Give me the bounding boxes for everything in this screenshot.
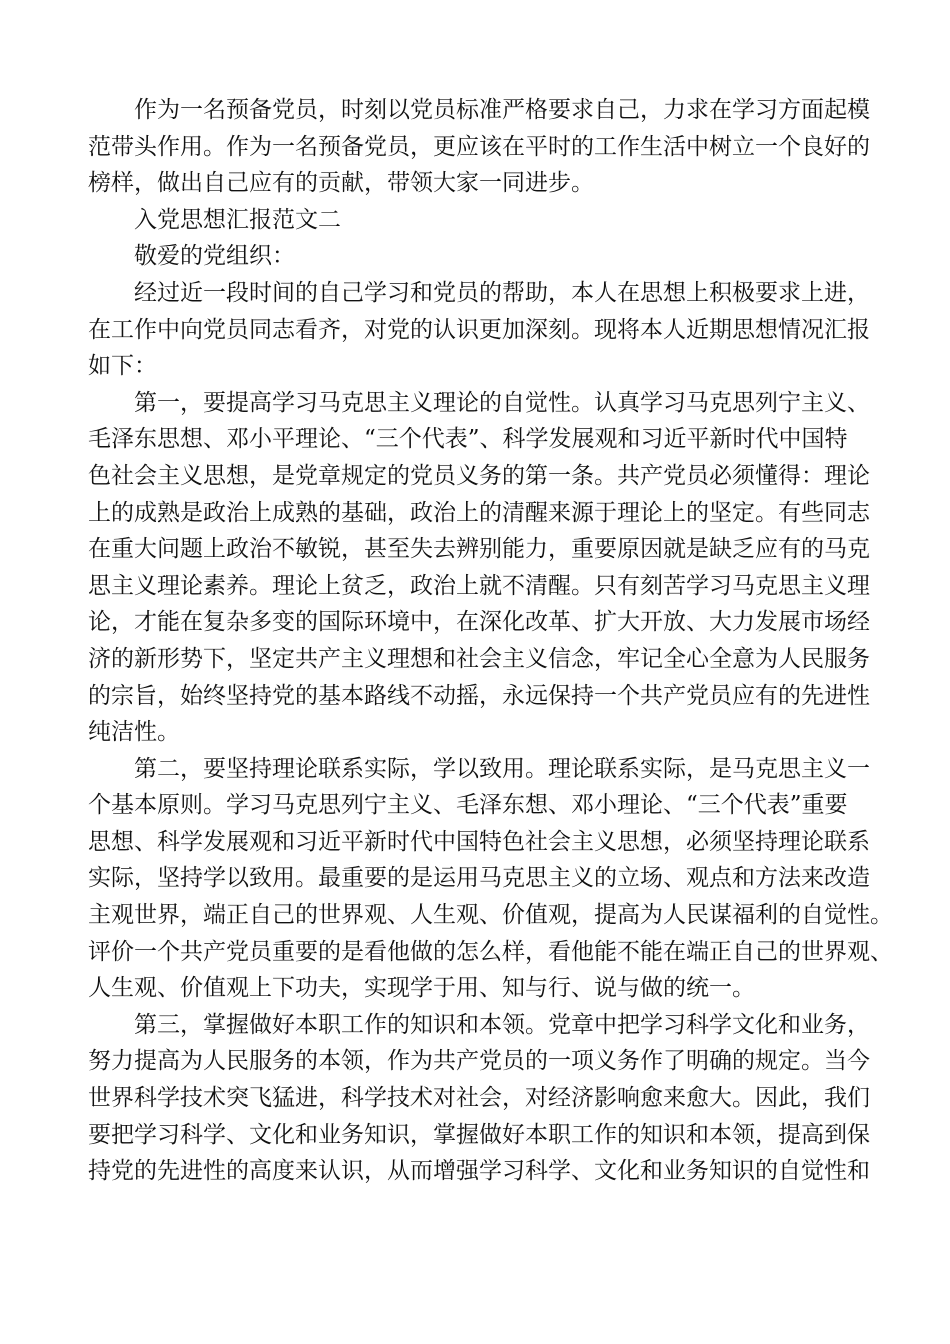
section-title: 入党思想汇报范文二	[134, 206, 341, 233]
text-line: 如下：	[88, 353, 157, 380]
text-line: 经过近一段时间的自己学习和党员的帮助，本人在思想上积极要求上进，	[134, 279, 870, 306]
text-line: 评价一个共产党员重要的是看他做的怎么样，看他能不能在端正自己的世界观、	[88, 938, 893, 965]
text-line: 持党的先进性的高度来认识，从而增强学习科学、文化和业务知识的自觉性和	[88, 1158, 870, 1185]
text-line: 的宗旨，始终坚持党的基本路线不动摇，永远保持一个共产党员应有的先进性	[88, 682, 870, 709]
text-line: 主观世界，端正自己的世界观、人生观、价值观，提高为人民谋福利的自觉性。	[88, 902, 893, 929]
text-line: 范带头作用。作为一名预备党员，更应该在平时的工作生活中树立一个良好的	[88, 133, 870, 160]
text-line: 在重大问题上政治不敏锐，甚至失去辨别能力，重要原因就是缺乏应有的马克	[88, 536, 870, 563]
text-line: 第二，要坚持理论联系实际，学以致用。理论联系实际，是马克思主义一	[134, 755, 870, 782]
text-line: 第一，要提高学习马克思主义理论的自觉性。认真学习马克思列宁主义、	[134, 389, 870, 416]
text-line: 实际，坚持学以致用。最重要的是运用马克思主义的立场、观点和方法来改造	[88, 865, 870, 892]
text-line: 色社会主义思想，是党章规定的党员义务的第一条。共产党员必须懂得：理论	[88, 462, 870, 489]
text-line: 在工作中向党员同志看齐，对党的认识更加深刻。现将本人近期思想情况汇报	[88, 316, 870, 343]
text-line: 榜样，做出自己应有的贡献，带领大家一同进步。	[88, 170, 594, 197]
text-line: 济的新形势下，坚定共产主义理想和社会主义信念，牢记全心全意为人民服务	[88, 645, 870, 672]
text-line: 个基本原则。学习马克思列宁主义、毛泽东想、邓小理论、“三个代表”重要	[88, 792, 848, 819]
text-line: 思主义理论素养。理论上贫乏，政治上就不清醒。只有刻苦学习马克思主义理	[88, 572, 870, 599]
text-line: 上的成熟是政治上成熟的基础，政治上的清醒来源于理论上的坚定。有些同志	[88, 499, 870, 526]
text-line: 要把学习科学、文化和业务知识，掌握做好本职工作的知识和本领，提高到保	[88, 1121, 870, 1148]
text-line: 第三，掌握做好本职工作的知识和本领。党章中把学习科学文化和业务，	[134, 1011, 870, 1038]
document-body	[88, 92, 893, 1190]
text-line: 思想、科学发展观和习近平新时代中国特色社会主义思想，必须坚持理论联系	[88, 828, 870, 855]
text-line: 毛泽东思想、邓小平理论、“三个代表”、科学发展观和习近平新时代中国特	[88, 426, 848, 453]
text-line: 论，才能在复杂多变的国际环境中，在深化改革、扩大开放、大力发展市场经	[88, 609, 870, 636]
text-line: 努力提高为人民服务的本领，作为共产党员的一项义务作了明确的规定。当今	[88, 1048, 870, 1075]
text-line: 纯洁性。	[88, 719, 180, 746]
text-line: 世界科学技术突飞猛进，科学技术对社会，对经济影响愈来愈大。因此，我们	[88, 1085, 870, 1112]
text-line: 作为一名预备党员，时刻以党员标准严格要求自己，力求在学习方面起模	[134, 97, 870, 123]
text-line: 人生观、价值观上下功夫，实现学于用、知与行、说与做的统一。	[88, 975, 755, 1002]
salutation: 敬爱的党组织：	[134, 243, 295, 270]
